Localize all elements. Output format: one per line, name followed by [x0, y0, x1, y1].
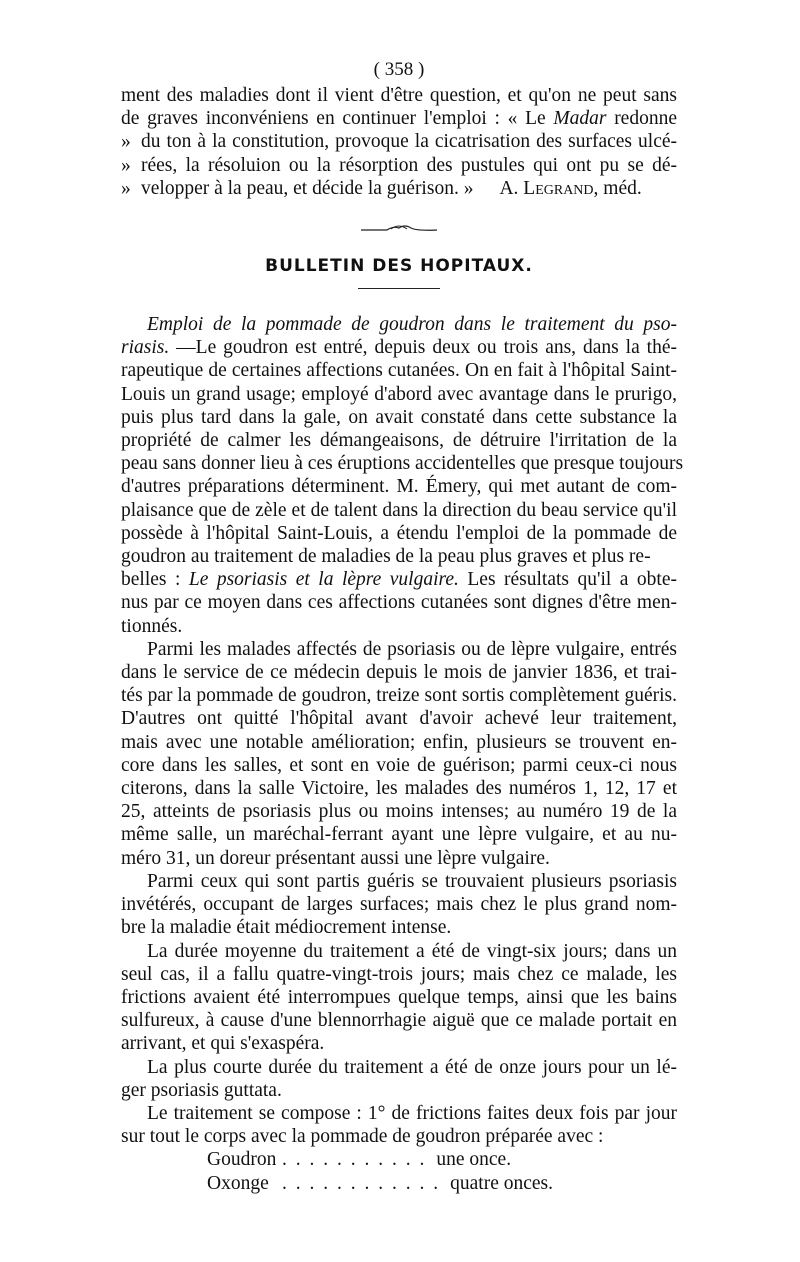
text-line: Louis un grand usage; employé d'abord avec avantage dans le prurigo,	[121, 383, 677, 405]
text-line: peau sans donner lieu à ces éruptions accidentelles que presque toujours	[121, 453, 684, 475]
recipe-name: Goudron	[207, 1149, 277, 1171]
text-line: Parmi ceux qui sont partis guéris se trouvaient plusieurs psoriasis	[147, 870, 677, 892]
article-heading-end: riasis.	[121, 337, 170, 359]
madar-italic: Madar	[553, 108, 607, 130]
text-line: bre la maladie était médiocrement intense.	[121, 917, 452, 939]
text-line: même salle, un maréchal-ferrant ayant une lèpre vulgaire, et au nu-	[121, 824, 677, 846]
quote-mark: »	[121, 177, 131, 199]
recipe-qty: une once.	[436, 1149, 512, 1171]
text-line: propriété de calmer les démangeaisons, de détruire l'irritation de la	[121, 430, 677, 452]
signature-title: , méd.	[593, 177, 642, 199]
text-line: mais avec une notable amélioration; enfin, plusieurs se trouvent en-	[121, 731, 677, 753]
page	[121, 58, 684, 1195]
text-line: sur tout le corps avec la pommade de goudron préparée avec :	[121, 1126, 604, 1148]
article-line	[121, 336, 677, 359]
belles-italic: Le psoriasis et la lèpre vulgaire.	[188, 569, 459, 591]
recipe-name: Oxonge	[207, 1172, 269, 1194]
intro-line-text: rées, la résoluion ou la résorption des pustules qui ont pu se dé-	[141, 154, 677, 176]
intro-line: de graves inconvéniens en continuer l'emploi : « Le Madar redonne	[121, 108, 677, 130]
text-line: rapeutique de certaines affections cutanées. On en fait à l'hôpital Saint-	[121, 360, 677, 382]
quote-mark: »	[121, 154, 131, 176]
text-line: invétérés, occupant de larges surfaces; mais chez le plus grand nom-	[121, 894, 677, 916]
text-line: citerons, dans la salle Victoire, les malades des numéros 1, 12, 17 et	[121, 778, 677, 800]
intro-line	[121, 130, 677, 153]
text-line: Parmi les malades affectés de psoriasis ou de lèpre vulgaire, entrés	[147, 638, 677, 660]
recipe-dots: . . . . . . . . . . .	[282, 1149, 427, 1171]
text-line: dans le service de ce médecin depuis le mois de janvier 1836, et trai-	[121, 662, 677, 684]
text-line: La plus courte durée du traitement a été de onze jours pour un lé-	[147, 1056, 677, 1078]
paragraph-2	[121, 638, 677, 870]
paragraph-5	[121, 1056, 677, 1102]
bulletin-title: BULLETIN DES HOPITAUX.	[265, 256, 533, 277]
title-rule	[358, 288, 440, 289]
text-line: ger psoriasis guttata.	[121, 1079, 282, 1101]
text-line: plaisance que de zèle et de talent dans la direction du beau service qu'il	[121, 499, 677, 521]
text-line: tés par la pommade de goudron, treize sont sortis complètement guéris.	[121, 685, 677, 707]
ornament-divider	[359, 222, 439, 234]
paragraph-4	[121, 940, 677, 1056]
text-line: 25, atteints de psoriasis plus ou moins intenses; au numéro 19 de la	[121, 801, 677, 823]
text-line: sulfureux, à cause d'une blennorrhagie aiguë que ce malade portait en	[121, 1010, 677, 1032]
recipe-row	[121, 1172, 677, 1195]
recipe-qty: quatre onces.	[450, 1172, 553, 1194]
signature	[499, 178, 641, 199]
intro-line-text: du ton à la constitution, provoque la cicatrisation des surfaces ulcé-	[141, 131, 677, 153]
text-line: frictions avaient été interrompues quelque temps, ainsi que les bains	[121, 986, 677, 1008]
intro-line	[121, 177, 677, 200]
paragraph-3	[121, 870, 677, 940]
text-line: seul cas, il a fallu quatre-vingt-trois jours; mais chez ce malade, les	[121, 963, 677, 985]
text-line: puis plus tard dans la gale, on avait constaté dans cette substance la	[121, 406, 677, 428]
text-line: tionnés.	[121, 615, 183, 637]
article-line-text: —Le goudron est entré, depuis deux ou trois ans, dans la thé-	[169, 337, 677, 359]
recipe-dots: . . . . . . . . . . . .	[282, 1172, 441, 1194]
intro-line: ment des maladies dont il vient d'être question, et qu'on ne peut sans	[121, 85, 677, 106]
text-line: nus par ce moyen dans ces affections cutanées sont dignes d'être men-	[121, 592, 677, 614]
text-line: Le traitement se compose : 1° de frictions faites deux fois par jour	[147, 1102, 677, 1124]
text-line: core dans les salles, et sont en voie de guérison; parmi ceux-ci nous	[121, 754, 677, 776]
text-line: goudron au traitement de maladies de la peau plus graves et plus re-	[121, 546, 651, 568]
belles-lead: belles :	[121, 569, 189, 591]
article-line	[121, 568, 677, 591]
recipe	[121, 1148, 677, 1194]
article-heading: Emploi de la pommade de goudron dans le traitement du pso-	[147, 314, 677, 336]
text-line: méro 31, un doreur présentant aussi une lèpre vulgaire.	[121, 847, 550, 869]
belles-rest: Les résultats qu'il a obte-	[458, 569, 677, 591]
article-heading-line	[121, 313, 677, 336]
text-line: D'autres ont quitté l'hôpital avant d'avoir achevé leur traitement,	[121, 708, 677, 730]
text-line: La durée moyenne du traitement a été de vingt-six jours; dans un	[147, 940, 677, 962]
quote-mark: »	[121, 131, 131, 153]
intro-paragraph	[121, 84, 677, 200]
text-line: arrivant, et qui s'exaspéra.	[121, 1033, 325, 1055]
text-line: possède à l'hôpital Saint-Louis, a étendu l'emploi de la pommade de	[121, 522, 677, 544]
signature-name: A. Legrand	[499, 177, 594, 199]
article	[121, 313, 684, 1195]
recipe-row	[121, 1148, 677, 1171]
page-number: ( 358 )	[373, 59, 425, 80]
intro-line	[121, 154, 677, 177]
article-lines-a	[121, 359, 684, 568]
text-line: d'autres préparations déterminent. M. Émery, qui met autant de com-	[121, 476, 677, 498]
article-lines-b	[121, 591, 677, 637]
intro-line-text: velopper à la peau, et décide la guérison. »	[141, 177, 474, 199]
paragraph-6	[121, 1102, 677, 1148]
